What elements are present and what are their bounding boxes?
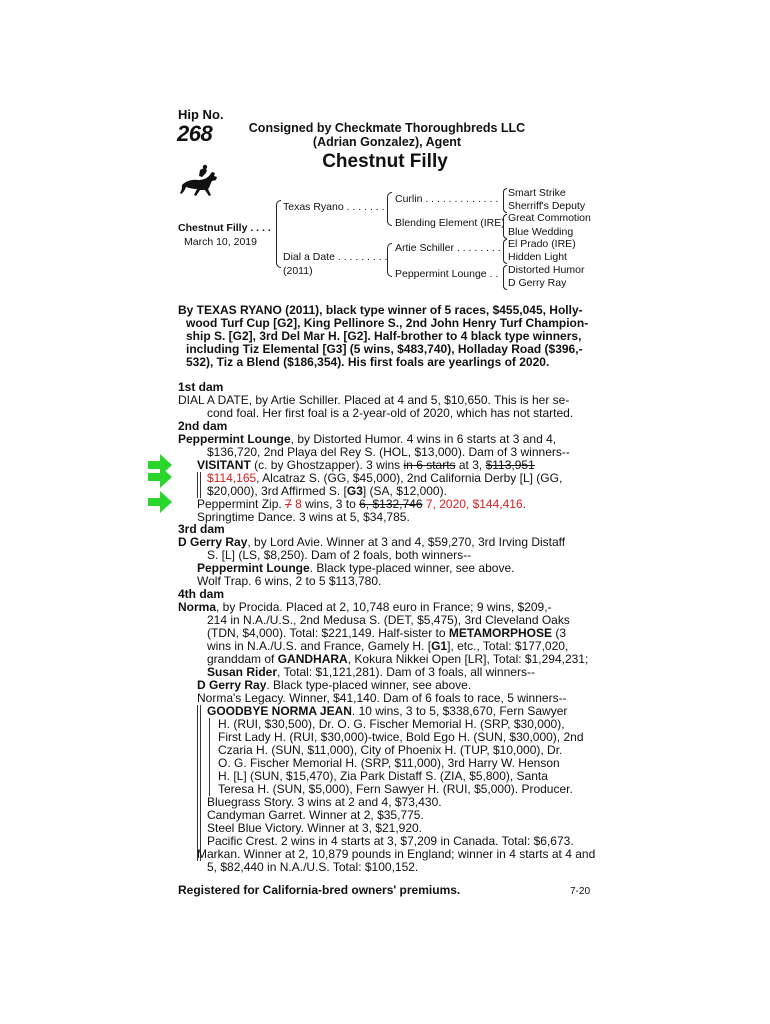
struck-text: 7 — [285, 497, 292, 511]
gnj-line: H. (RUI, $30,500), Dr. O. G. Fischer Memorial H. (SRP, $30,000), — [218, 717, 565, 731]
zip-text: Peppermint Zip. — [197, 497, 286, 511]
foal-line: Pacific Crest. 2 wins in 4 starts at 3, $7,209 in Canada. Total: $6,673. — [207, 834, 574, 848]
zip-text: . — [522, 497, 526, 511]
foal-line: Markan. Winner at 2, 10,879 pounds in England; winner in 4 starts at 4 and — [197, 847, 596, 861]
fourth-dam-text: , Kokura Nikkei Open [LR], Total: $1,294,231; — [347, 652, 589, 666]
gnj-line: O. G. Fischer Memorial H. (SRP, $11,000), 3rd Harry W. Henson — [218, 756, 560, 770]
fourth-dam-text: wins in N.A./U.S. and France, Gamely H. [ — [207, 639, 432, 653]
gnj-line: Teresa H. (SUN, $5,000), Fern Sawyer H. (RUI, $5,000). Producer. — [218, 782, 573, 796]
fourth-dam-name: Norma — [178, 600, 217, 614]
fourth-dam-text: . Black type-placed winner, see above. — [266, 678, 472, 692]
pedigree-dam-year: (2011) — [283, 265, 313, 277]
sire-para-line: wood Turf Cup [G2], King Pellinore S., 2nd John Henry Turf Champion- — [186, 316, 589, 330]
second-dam-line: $136,720, 2nd Playa del Rey S. (HOL, $13,000). Dam of 3 winners-- — [207, 445, 570, 459]
second-dam-name: Peppermint Lounge — [178, 432, 291, 446]
gnj-line: First Lady H. (RUI, $30,000)-twice, Bold Ego H. (SUN, $30,000), 2nd — [218, 730, 584, 744]
pedigree-ancestor: D Gerry Ray — [508, 277, 567, 289]
stakes-name: Susan Rider — [207, 665, 278, 679]
consignor-line-1: Consigned by Checkmate Thoroughbreds LLC — [248, 121, 526, 135]
pedigree-bracket — [387, 192, 392, 226]
foal-line: Bluegrass Story. 3 wins at 2 and 4, $73,430. — [207, 795, 442, 809]
update-arrow-icon — [148, 491, 172, 513]
consignor-line-2: (Adrian Gonzalez), Agent — [312, 135, 462, 149]
pedigree-bracket — [503, 265, 507, 290]
updated-text: 8 — [295, 497, 302, 511]
pedigree-ancestor: El Prado (IRE) — [508, 238, 576, 250]
stakes-name: GOODBYE NORMA JEAN — [207, 704, 352, 718]
fourth-dam-text: , by Procida. Placed at 2, 10,748 euro in France; 9 wins, $209,- — [216, 600, 552, 614]
pedigree-bracket — [503, 214, 507, 239]
foal-line: Candyman Garret. Winner at 2, $35,775. — [207, 808, 424, 822]
fourth-dam-line: Norma's Legacy. Winner, $41,140. Dam of 6 foals to race, 5 winners-- — [197, 691, 567, 705]
updated-text: 7, 2020, $144,416 — [425, 497, 523, 511]
hip-number: 268 — [177, 121, 213, 146]
foal-name: D Gerry Ray — [197, 678, 267, 692]
visitant-text: at 3, — [455, 458, 486, 472]
zip-text: wins, 3 to — [301, 497, 360, 511]
visitant-text: ] (SA, $12,000). — [362, 484, 447, 498]
pedigree-bracket — [503, 188, 507, 213]
stakes-name: GANDHARA — [277, 652, 348, 666]
pedigree-ancestor: Blue Wedding — [508, 226, 574, 238]
third-dam-line: Wolf Trap. 6 wins, 2 to 5 $113,780. — [197, 574, 382, 588]
gnj-line: Czaria H. (SUN, $11,000), City of Phoenix H. (TUP, $10,000), Dr. — [218, 743, 563, 757]
second-dam-text: , by Distorted Humor. 4 wins in 6 starts at 3 and 4, — [290, 432, 557, 446]
fourth-dam-text: (3 — [552, 626, 567, 640]
foal-name: Peppermint Lounge — [197, 561, 310, 575]
third-dam-heading: 3rd dam — [178, 522, 225, 536]
first-dam-heading: 1st dam — [178, 380, 224, 394]
first-dam-line: cond foal. Her first foal is a 2-year-old of 2020, which has not started. — [207, 406, 574, 420]
third-dam-text: . Black type-placed winner, see above. — [309, 561, 515, 575]
sire-para-line: By TEXAS RYANO (2011), black type winner of 5 races, $455,045, Holly- — [178, 303, 583, 317]
fourth-dam-text: granddam of — [207, 652, 278, 666]
pedigree-sire-sire: Curlin . . . . . . . . . . . . . — [395, 193, 499, 205]
third-dam-line: S. [L] (LS, $8,250). Dam of 2 foals, both winners-- — [207, 548, 472, 562]
pedigree-subject: Chestnut Filly . . . . — [178, 222, 271, 234]
hip-label: Hip No. — [178, 107, 224, 122]
family-bar — [200, 705, 201, 861]
stakes-name: METAMORPHOSE — [448, 626, 553, 640]
sire-para-line: ship S. [G2], 3rd Del Mar H. [G2]. Half-brother to 4 black type winners, — [186, 329, 582, 343]
pedigree-ancestor: Smart Strike — [508, 187, 566, 199]
grade-text: G3 — [346, 484, 363, 498]
pedigree-ancestor: Sherriff's Deputy — [508, 200, 586, 212]
visitant-name: VISITANT — [197, 458, 251, 472]
family-bar — [197, 705, 198, 861]
third-dam-text: , by Lord Avie. Winner at 3 and 4, $59,270, 3rd Irving Distaff — [247, 535, 566, 549]
gnj-text: . 10 wins, 3 to 5, $338,670, Fern Sawyer — [351, 704, 568, 718]
fourth-dam-heading: 4th dam — [178, 587, 225, 601]
updated-text: $114,165 — [207, 471, 257, 485]
pedigree-sire-dam: Blending Element (IRE) — [395, 217, 505, 229]
struck-text: in 6 starts — [403, 458, 456, 472]
family-bar — [197, 472, 198, 498]
pedigree-ancestor: Distorted Humor — [508, 264, 585, 276]
pedigree-dam-dam: Peppermint Lounge . . — [395, 268, 499, 280]
grade-text: G1 — [431, 639, 448, 653]
fourth-dam-text: , Total: $1,121,281). Dam of 3 foals, all winners-- — [277, 665, 535, 679]
fourth-dam-text: ], etc., Total: $177,020, — [447, 639, 569, 653]
family-bar — [209, 718, 210, 796]
page-code: 7-20 — [570, 886, 591, 897]
foal-line: Steel Blue Victory. Winner at 3, $21,920. — [207, 821, 423, 835]
struck-text: $113,951 — [485, 458, 535, 472]
second-dam-heading: 2nd dam — [178, 419, 228, 433]
first-dam-line: DIAL A DATE, by Artie Schiller. Placed at 4 and 5, $10,650. This is her se- — [178, 393, 570, 407]
update-arrow-icon — [148, 466, 172, 488]
springtime-line: Springtime Dance. 3 wins at 5, $34,785. — [197, 510, 410, 524]
pedigree-dam: Dial a Date . . . . . . . . . — [283, 251, 388, 263]
family-bar — [200, 472, 201, 498]
registration-note: Registered for California-bred owners' premiums. — [178, 883, 461, 897]
sire-para-line: 532), Tiz a Blend ($186,354). His first foals are yearlings of 2020. — [186, 355, 550, 369]
pedigree-bracket — [276, 200, 281, 268]
sire-para-line: including Tiz Elemental [G3] (5 wins, $483,740), Holladay Road ($396,- — [186, 342, 583, 356]
fourth-dam-line: 214 in N.A./U.S., 2nd Medusa S. (DET, $5,475), 3rd Cleveland Oaks — [207, 613, 570, 627]
gnj-line: H. [L] (SUN, $15,470), Zia Park Distaff S. (ZIA, $5,800), Santa — [218, 769, 548, 783]
horse-rider-icon — [180, 163, 222, 203]
fourth-dam-text: (TDN, $4,000). Total: $221,149. Half-sister to — [207, 626, 449, 640]
consignor — [246, 121, 528, 149]
pedigree-bracket — [387, 243, 392, 277]
pedigree-sire: Texas Ryano . . . . . . . — [283, 201, 385, 213]
struck-text: 6, $132,746 — [359, 497, 423, 511]
visitant-text: (c. by Ghostzapper). 3 wins — [250, 458, 404, 472]
page-title: Chestnut Filly — [322, 151, 448, 172]
pedigree-ancestor: Hidden Light — [508, 251, 567, 263]
visitant-text: , Alcatraz S. (GG, $45,000), 2nd California Derby [L] (GG, — [256, 471, 563, 485]
pedigree-ancestor: Great Commotion — [508, 212, 591, 224]
foal-line: 5, $82,440 in N.A./U.S. Total: $100,152. — [207, 860, 419, 874]
pedigree-bracket — [503, 239, 507, 264]
pedigree-foaled: March 10, 2019 — [184, 236, 257, 248]
pedigree-dam-sire: Artie Schiller . . . . . . . . — [395, 242, 501, 254]
third-dam-name: D Gerry Ray — [178, 535, 248, 549]
visitant-text: $20,000), 3rd Affirmed S. [ — [207, 484, 347, 498]
